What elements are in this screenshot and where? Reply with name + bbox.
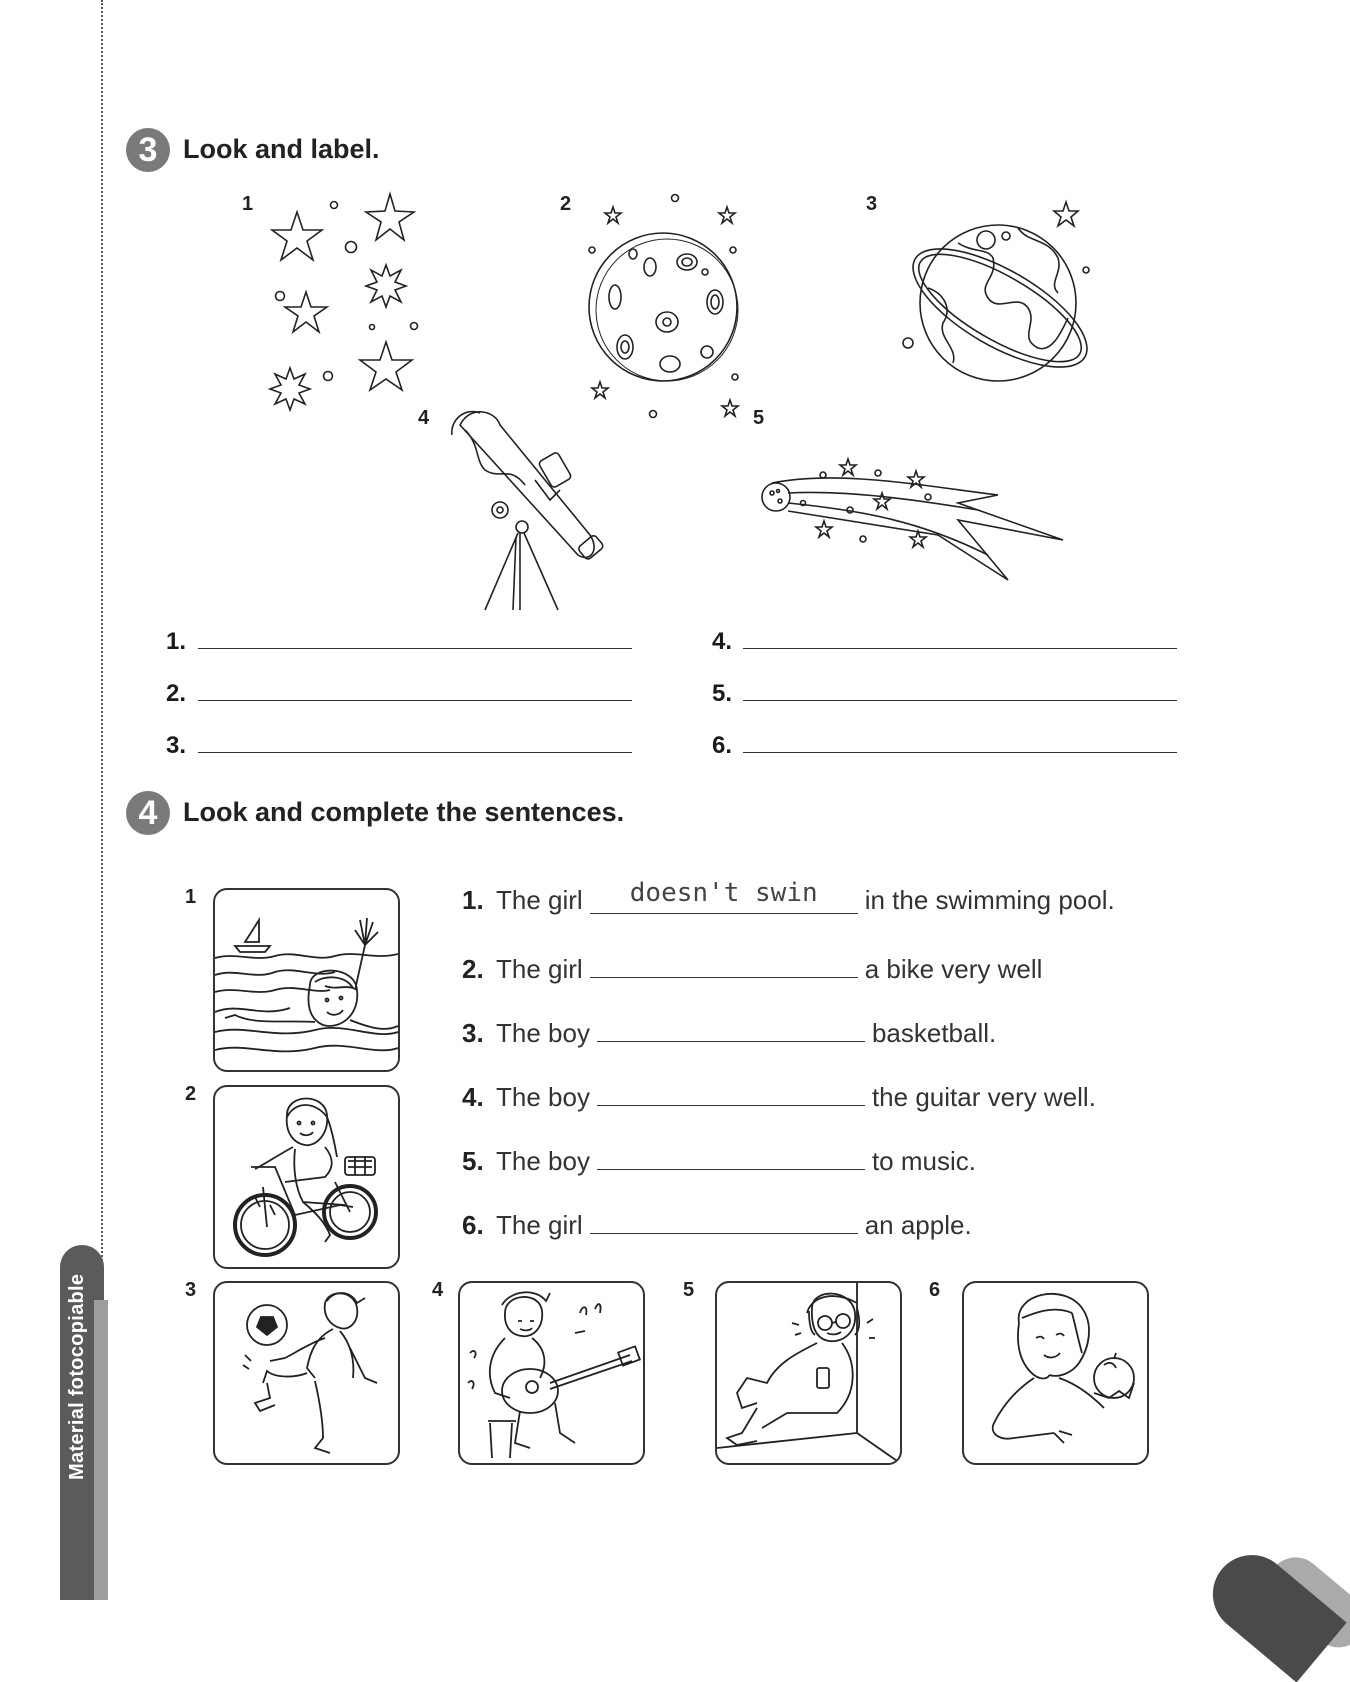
boy-football-icon [215, 1283, 398, 1463]
page-number: 239 [1225, 1535, 1261, 1558]
sentence-2-subject: The girl [496, 954, 583, 984]
sentence-6 [462, 1205, 972, 1241]
sentence-2-number: 2. [462, 954, 484, 984]
stars-icon [262, 190, 432, 420]
ex3-answer-line-1[interactable] [198, 648, 632, 649]
ex3-picture-number-2: 2 [560, 193, 572, 215]
ex3-picture-number-5: 5 [753, 407, 765, 429]
sentence-3-subject: The boy [496, 1018, 590, 1048]
ex3-line-label-2: 2. [166, 680, 187, 707]
girl-swimming-icon [215, 890, 398, 1070]
ex4-picture-number-5: 5 [683, 1279, 695, 1301]
ex3-line-label-3: 3. [166, 732, 187, 759]
ex3-answer-line-2[interactable] [198, 700, 632, 701]
telescope-icon [440, 405, 620, 615]
sentence-6-subject: The girl [496, 1210, 583, 1240]
sentence-5-number: 5. [462, 1146, 484, 1176]
sentence-5-blank[interactable] [597, 1141, 865, 1170]
sentence-1 [462, 878, 1115, 916]
page-corner [1197, 1539, 1347, 1682]
ex3-picture-number-3: 3 [866, 193, 878, 215]
comet-icon [758, 455, 1073, 595]
sidebar-label: Material fotocopiable [66, 1273, 88, 1480]
ex3-line-label-6: 6. [712, 732, 733, 759]
boy-guitar-picture [458, 1281, 645, 1465]
sentence-6-rest: an apple. [864, 1210, 972, 1240]
sentence-5-rest: to music. [871, 1146, 976, 1176]
sentence-5 [462, 1141, 976, 1177]
ex4-picture-number-1: 1 [185, 886, 197, 908]
ex3-answer-line-4[interactable] [743, 648, 1177, 649]
sentence-1-number: 1. [462, 885, 484, 915]
girl-cycling-icon [215, 1087, 398, 1267]
sentence-3-rest: basketball. [871, 1018, 997, 1048]
sentence-2-blank[interactable] [590, 949, 858, 978]
sentence-6-blank[interactable] [590, 1205, 858, 1234]
ex3-answer-line-3[interactable] [198, 752, 632, 753]
ex4-picture-number-2: 2 [185, 1083, 197, 1105]
boy-music-picture [715, 1281, 902, 1465]
ex4-picture-number-3: 3 [185, 1279, 197, 1301]
side-tab-accent [94, 1300, 108, 1600]
ex4-picture-number-4: 4 [432, 1279, 444, 1301]
ex3-line-label-5: 5. [712, 680, 733, 707]
girl-cycling-picture [213, 1085, 400, 1269]
exercise3-badge: 3 [126, 128, 170, 172]
sentence-4-blank[interactable] [597, 1077, 865, 1106]
sentence-2 [462, 949, 1042, 985]
sentence-3 [462, 1013, 996, 1049]
boy-guitar-icon [460, 1283, 643, 1463]
sentence-1-rest: in the swimming pool. [864, 885, 1115, 915]
sentence-4 [462, 1077, 1096, 1113]
sentence-1-answer: doesn't swin [629, 878, 818, 908]
ex3-answer-line-5[interactable] [743, 700, 1177, 701]
ex3-picture-number-1: 1 [242, 193, 254, 215]
exercise3-title: Look and label. [183, 134, 380, 164]
girl-swimming-picture [213, 888, 400, 1072]
sentence-1-subject: The girl [496, 885, 583, 915]
ex3-answer-line-6[interactable] [743, 752, 1177, 753]
girl-apple-picture [962, 1281, 1149, 1465]
sentence-3-number: 3. [462, 1018, 484, 1048]
ex4-picture-number-6: 6 [929, 1279, 941, 1301]
boy-music-icon [717, 1283, 900, 1463]
ex3-picture-number-4: 4 [418, 407, 430, 429]
sentence-2-rest: a bike very well [864, 954, 1043, 984]
planet-icon [898, 198, 1103, 403]
sentence-3-blank[interactable] [597, 1013, 865, 1042]
sentence-1-blank[interactable] [590, 878, 858, 914]
ex3-line-label-4: 4. [712, 628, 733, 655]
girl-apple-icon [964, 1283, 1147, 1463]
exercise4-badge: 4 [126, 791, 170, 835]
boy-football-picture [213, 1281, 400, 1465]
sentence-4-number: 4. [462, 1082, 484, 1112]
sentence-4-rest: the guitar very well. [871, 1082, 1096, 1112]
sentence-5-subject: The boy [496, 1146, 590, 1176]
exercise4-title: Look and complete the sentences. [183, 797, 625, 827]
ex3-line-label-1: 1. [166, 628, 187, 655]
sentence-6-number: 6. [462, 1210, 484, 1240]
sentence-4-subject: The boy [496, 1082, 590, 1112]
moon-icon [585, 192, 755, 427]
